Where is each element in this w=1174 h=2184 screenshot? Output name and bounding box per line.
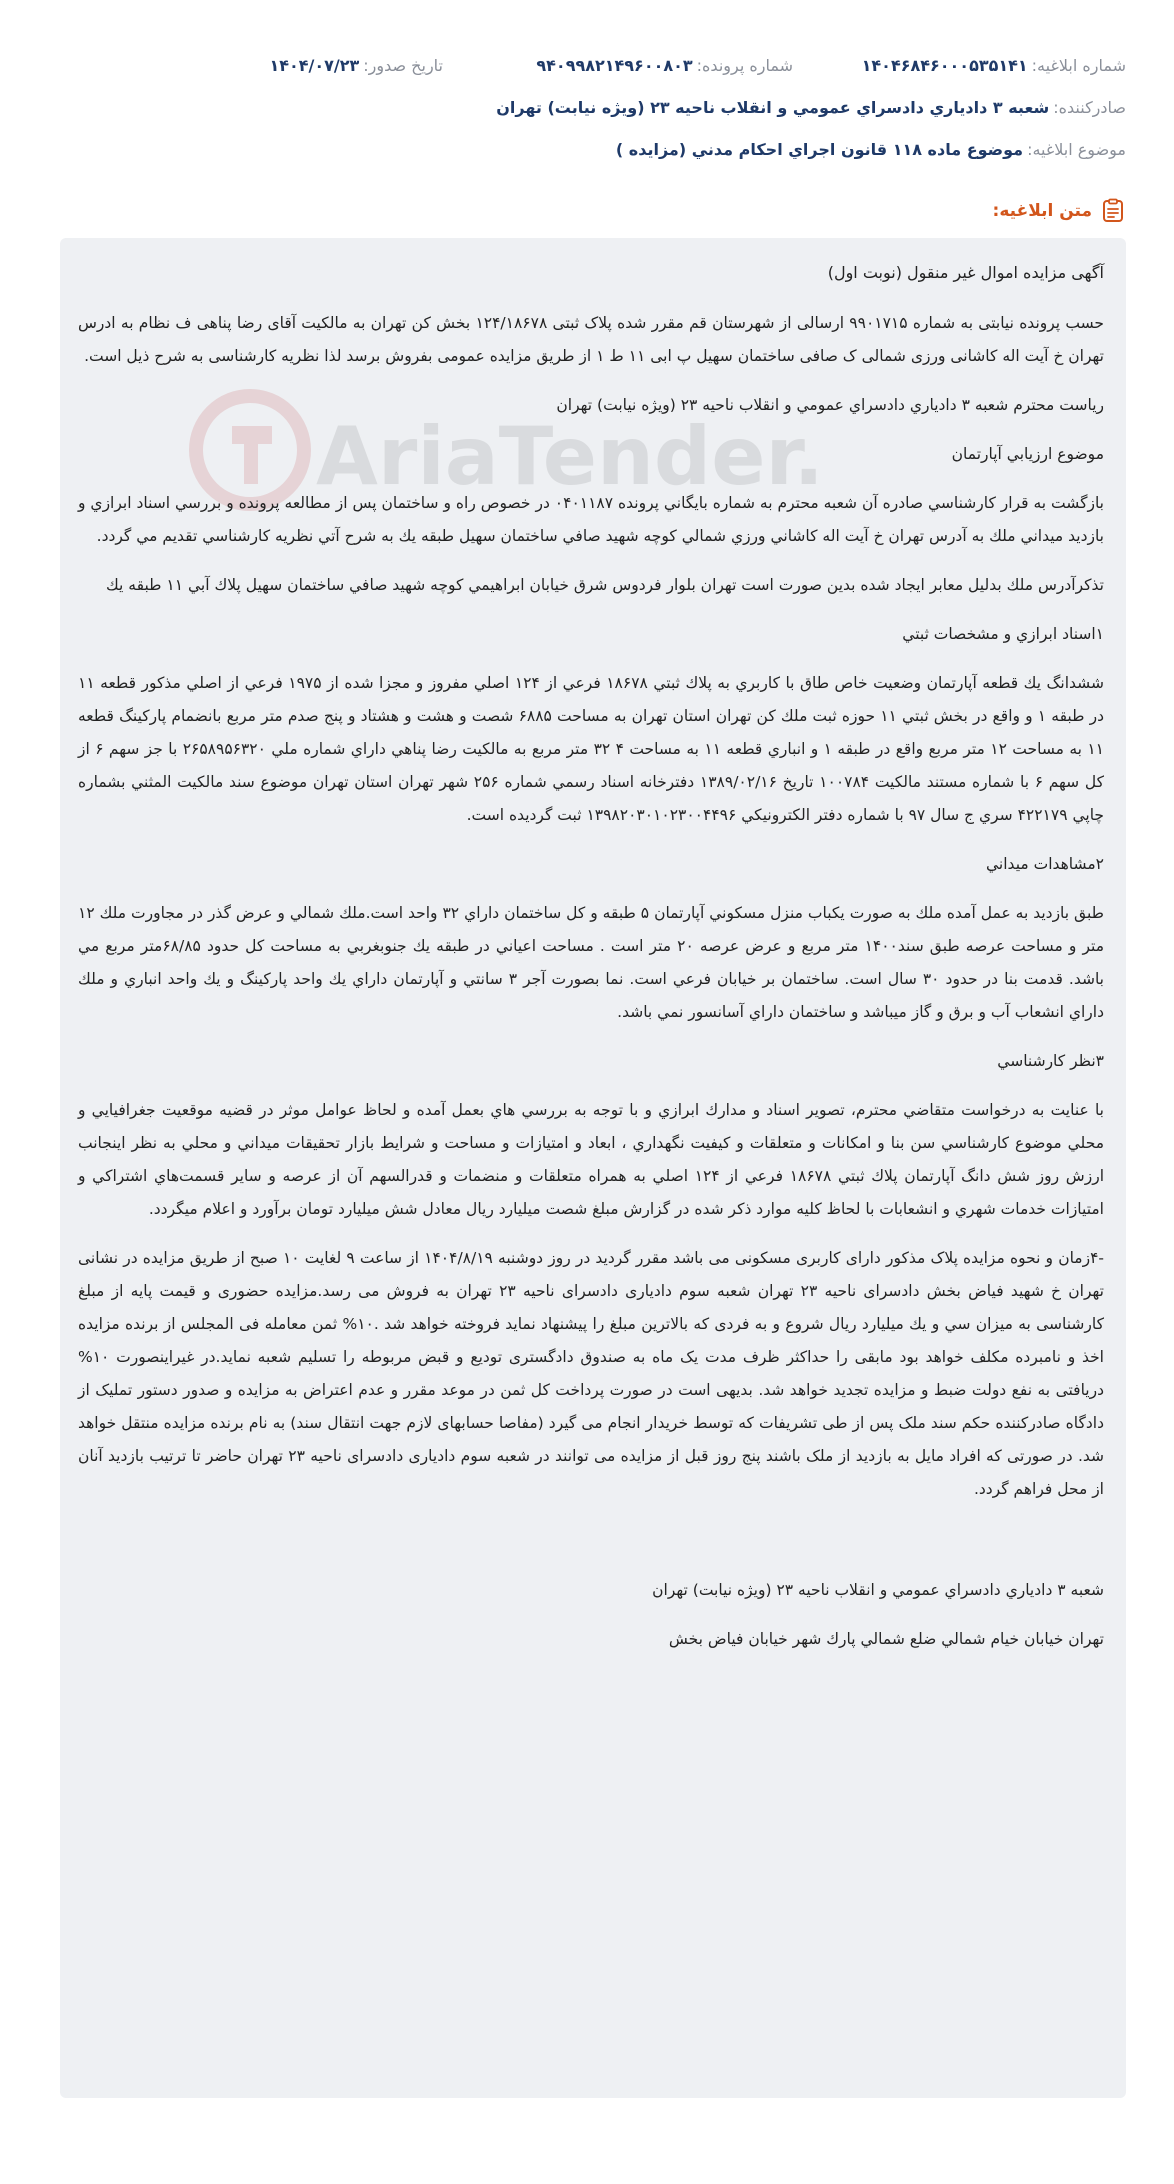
issuer [496,98,1126,117]
issue-date-value: ۱۴۰۴/۰۷/۲۳ [269,56,360,75]
subject [616,140,1126,159]
paragraph-address-note: تذكرآدرس ملك بدليل معابر ايجاد شده بدين صورت است تهران بلوار فردوس شرق خيابان ابراهيمي كوچه شهيد صافي ساختمان سهيل پلاك آبي ۱۱ طبقه يك [105,576,1104,594]
paragraph-subject: موضوع ارزيابي آپارتمان [951,445,1104,463]
document-icon [1100,198,1126,224]
notice-text-heading [993,198,1126,224]
case-number-label: شماره پرونده: [696,56,793,75]
section-title-expert-opinion: ۳نظر كارشناسي [997,1052,1104,1070]
notice-number-value: ۱۴۰۴۶۸۴۶۰۰۰۵۳۵۱۴۱ [861,56,1028,75]
paragraph-documents: ششدانگ يك قطعه آپارتمان وضعيت خاص طاق با كاربري به پلاك ثبتي ۱۸۶۷۸ فرعي از ۱۲۴ اصلي مفروز و مجزا شده از ۱۹۷۵ فرعي از اصلي مذكور قطعه ۱۱ در طبقه ۱ و واقع در بخش ثبتي ۱۱ حوزه ثبت ملك كن تهران استان تهران به مساحت ۶۸۸۵ شصت و هشت و هشتاد و پنج صدم متر مربع بانضمام پاركينگ قطعه ۱۱ به مساحت ۱۲ متر مربع واقع در طبقه ۱ و انباري قطعه ۱۱ به مساحت ۴ ۳۲ متر مربع به مالكيت رضا پناهي داراي شماره ملي ۲۶۵۸۹۵۶۳۲۰ با جز سهم ۶ از كل سهم ۶ با شماره مستند مالكيت ۱۰۰۷۸۴ تاريخ ۱۳۸۹/۰۲/۱۶ دفترخانه اسناد رسمي شماره ۲۵۶ شهر تهران استان تهران موضوع سند مالكيت المثني بشماره چاپي ۴۲۲۱۷۹ سري ج سال ۹۷ با شماره دفتر الكترونيكي ۱۳۹۸۲۰۳۰۱۰۲۳۰۰۴۴۹۶ ثبت گرديده است. [78,674,1105,824]
spacer [78,1522,1104,1574]
issue-date-label: تاریخ صدور: [363,56,443,75]
paragraph-branch-address: تهران خيابان خيام شمالي ضلع شمالي پارك شهر خيابان فياض بخش [668,1630,1104,1648]
section-title-observations: ۲مشاهدات ميداني [986,855,1104,873]
paragraph-intro: حسب پرونده نیابتی به شماره ۹۹۰۱۷۱۵ ارسالی از شهرستان قم مقرر شده پلاک ثبتی ۱۲۴/۱۸۶۷۸ بخش کن تهران به مالکیت آقای رضا پناهی ف نظام به ادرس تهران خ آیت اله کاشانی ورزی شمالی ک صافی ساختمان سهیل پ ابی ۱۱ ط ۱ از طریق مزایده عمومی بفروش برسد لذا نظریه کارشناسی به شرح ذیل است. [78,314,1105,365]
header-row-issuer [48,98,1126,117]
case-number [536,56,793,75]
notice-number-label: شماره ابلاغیه: [1031,56,1126,75]
issuer-label: صادرکننده: [1053,98,1126,117]
paragraph-referral: بازگشت به قرار كارشناسي صادره آن شعبه محترم به شماره بايگاني پرونده ۰۴۰۱۱۸۷ در خصوص راه و ساختمان پس از مطالعه پرونده و بررسي اسناد ابرازي و بازديد ميداني ملك به آدرس تهران خ آيت اله كاشاني ورزي شمالي كوچه شهيد صافي ساختمان سهيل طبقه يك به شرح آتي نظريه كارشناسي تقديم مي گردد. [78,494,1104,545]
paragraph-expert-opinion: با عنايت به درخواست متقاضي محترم، تصوير اسناد و مدارك ابرازي و با توجه به بررسي هاي بعمل آمده و لحاظ عوامل موثر در قضيه موقعيت جغرافيايي و محلي موضوع كارشناسي سن بنا و امكانات و متعلقات و كيفيت نگهداري ، ابعاد و امتيازات و مساحت و شرايط بازار تحقيقات ميداني و محلي به نظر اينجانب ارزش روز شش دانگ آپارتمان پلاك ثبتي ۱۸۶۷۸ فرعي از ۱۲۴ اصلي به همراه متعلقات و منضمات و قدرالسهم آن از عرصه و ساير قسمت‌هاي اشتراكي و امتيازات خدمات شهري و انشعابات با لحاظ كليه موارد ذكر شده در گزارش مبلغ شصت ميليارد ريال معادل شش ميليارد تومان برآورد و اعلام ميگردد. [78,1101,1105,1218]
section-title-documents: ۱اسناد ابرازي و مشخصات ثبتي [902,625,1104,643]
svg-text:AriaTender.neT: AriaTender. [316,410,824,503]
paragraph-observations: طبق بازديد به عمل آمده ملك به صورت يكباب منزل مسكوني آپارتمان ۵ طبقه و كل ساختمان داراي ۳۲ واحد است.ملك شمالي و عرض گذر در مجاورت ملك ۱۲ متر و مساحت عرصه طبق سند۱۴۰۰ متر مربع و عرض عرصه ۲۰ متر است . مساحت اعياني در طبقه يك جنوبغربي به مساحت كل حدود ۶۸/۸۵متر مربع مي باشد. قدمت بنا در حدود ۳۰ سال است. ساختمان بر خيابان فرعي است. نما بصورت آجر ۳ سانتي و آپارتمان داراي يك واحد پاركينگ و يك واحد انباري و ملك داراي انشعاب آب و برق و گاز ميباشد و ساختمان داراي آسانسور نمي باشد. [78,904,1104,1021]
paragraph-branch: شعبه ۳ دادياري دادسراي عمومي و انقلاب ناحيه ۲۳ (ويژه نيابت) تهران [652,1581,1104,1599]
issue-date [269,56,443,75]
notice-text-title: متن ابلاغیه: [992,201,1092,221]
issuer-value: شعبه ۳ دادياري دادسراي عمومي و انقلاب ناحيه ۲۳ (ويژه نيابت) تهران [496,98,1050,117]
notice-body [60,238,1126,2098]
header-row-subject [48,140,1126,159]
notice-number [862,56,1126,75]
subject-value: موضوع ماده ۱۱۸ قانون اجراي احکام مدني (مزايده ) [615,140,1024,159]
paragraph-addressee: رياست محترم شعبه ۳ دادياري دادسراي عمومي و انقلاب ناحيه ۲۳ (ويژه نيابت) تهران [556,396,1104,414]
paragraph-auction-terms: -۴زمان و نحوه مزایده پلاک مذکور دارای کاربری مسکونی می باشد مقرر گردید در روز دوشنبه ۱۴۰۴/۸/۱۹ از ساعت ۹ لغایت ۱۰ صبح از طریق مزایده در نشانی تهران خ شهید فیاض بخش دادسرای ناحیه ۲۳ تهران شعبه سوم دادیاری دادسرای ناحیه ۲۳ تهران به فروش می رسد.مزایده حضوری و قیمت پایه از مبلغ کارشناسی به میزان سي و یك میلیارد ریال شروع و به فردی که بالاترین مبلغ را پیشنهاد نماید فروخته خواهد شد .۱۰% ثمن معامله فی المجلس از برنده مزایده اخذ و نامبرده مکلف خواهد بود مابقی را حداکثر ظرف مدت یک ماه به صندوق دادگستری تودیع و قبض مربوطه را تسلیم شعبه نماید.در غیراینصورت ۱۰% دریافتی به نفع دولت ضبط و مزایده تجدید خواهد شد. بدیهی است در صورت پرداخت کل ثمن در موعد مقرر و عدم اعتراض به مزایده و صدور دستور تملیک از دادگاه صادرکننده حکم سند ملک پس از طی تشریفات که توسط خریدار انجام می گیرد (مفاصا حسابهای لازم جهت انتقال سند) به نام برنده مزایده منتقل خواهد شد. در صورتی که افراد مایل به بازدید از ملک باشند پنج روز قبل از مزایده می توانند در شعبه سوم دادیاری دادسرای ناحیه ۲۳ تهران حاضر تا ترتیب بازدید آنان از محل فراهم گردد. [78,1249,1105,1498]
subject-label: موضوع ابلاغیه: [1027,140,1126,159]
notice-heading: آگهی مزایده اموال غیر منقول (نوبت اول) [827,263,1104,282]
case-number-value: ۹۴۰۹۹۸۲۱۴۹۶۰۰۸۰۳ [536,56,693,75]
